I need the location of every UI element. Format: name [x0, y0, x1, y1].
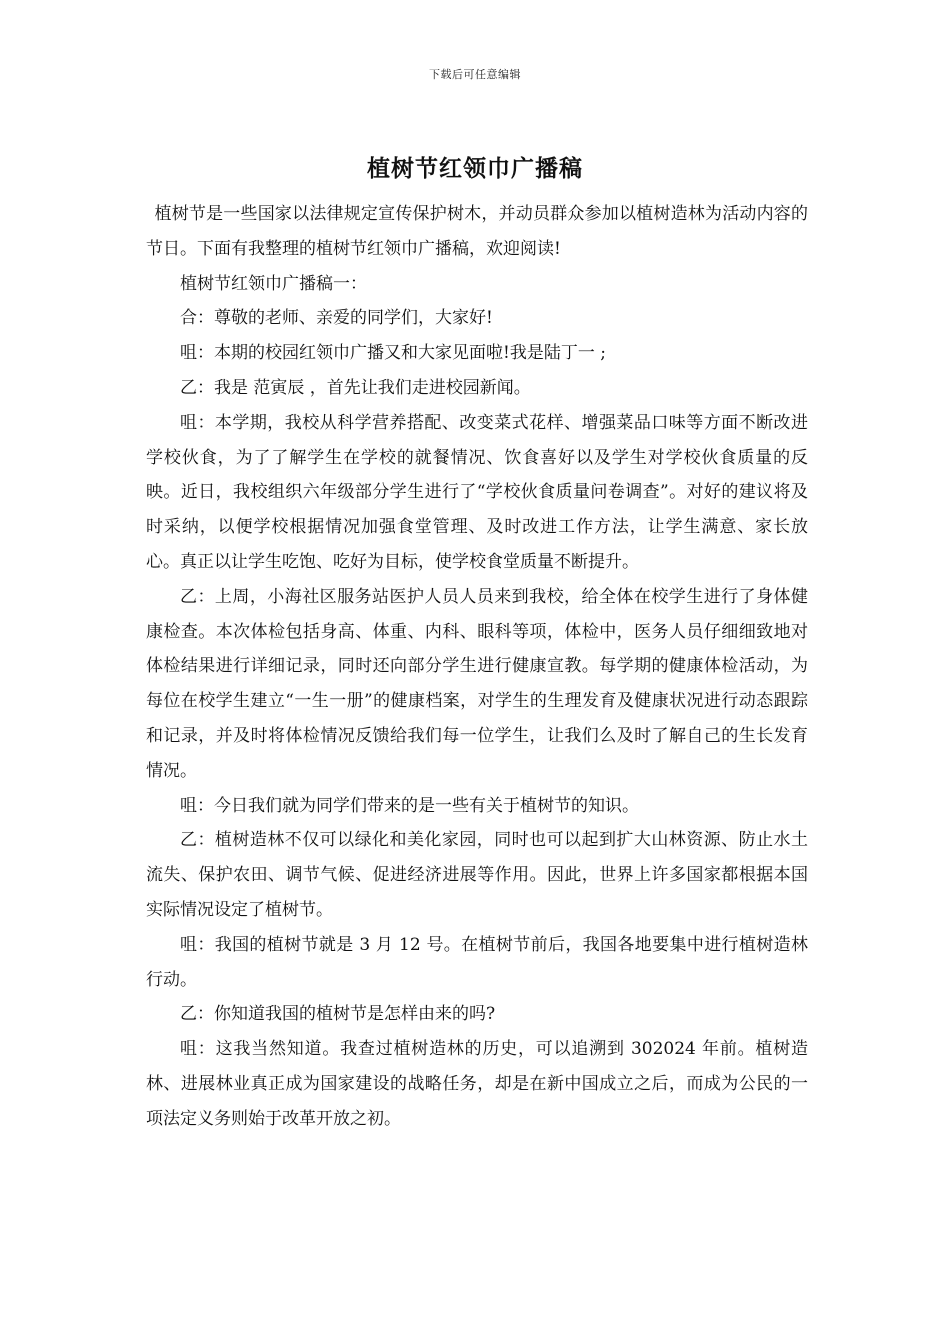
paragraph-arbor-day-intro: 咀：今日我们就为同学们带来的是一些有关于植树节的知识。	[180, 795, 639, 816]
document-body	[146, 197, 808, 1137]
paragraph-tree-planting-benefits: 乙：植树造林不仅可以绿化和美化家园，同时也可以起到扩大山林资源、防止水土流失、保护农田、调节气候、促进经济进展等作用。因此，世界上许多国家都根据本国实际情况设定了植树节。	[146, 830, 808, 920]
download-note: 下载后可任意编辑	[429, 68, 521, 81]
paragraph-intro: 植树节是一些国家以法律规定宣传保护树木，并动员群众参加以植树造林为活动内容的节日。下面有我整理的植树节红领巾广播稿，欢迎阅读!	[146, 204, 808, 259]
paragraph-origin-answer: 咀：这我当然知道。我查过植树造林的历史，可以追溯到 302024 年前。植树造林、进展林业真正成为国家建设的战略任务，却是在新中国成立之后，而成为公民的一项法定义务则始于改革开放之初。	[146, 1039, 808, 1129]
paragraph-greeting: 合：尊敬的老师、亲爱的同学们，大家好!	[180, 308, 493, 329]
paragraph-arbor-day-date: 咀：我国的植树节就是 3 月 12 号。在植树节前后，我国各地要集中进行植树造林行动。	[146, 934, 808, 990]
paragraph-origin-question: 乙：你知道我国的植树节是怎样由来的吗?	[180, 1004, 496, 1025]
paragraph-host-b-intro: 乙：我是 范寅辰 ，首先让我们走进校园新闻。	[180, 377, 531, 398]
paragraph-section-heading: 植树节红领巾广播稿一：	[180, 273, 367, 294]
paragraph-health-check-news: 乙：上周，小海社区服务站医护人员人员来到我校，给全体在校学生进行了身体健康检查。本次体检包括身高、体重、内科、眼科等项，体检中，医务人员仔细细致地对体检结果进行详细记录，同时还向部分学生进行健康宣教。每学期的健康体检活动，为每位在校学生建立“一生一册”的健康档案，对学生的生理发育及健康状况进行动态跟踪和记录，并及时将体检情况反馈给我们每一位学生，让我们么及时了解自己的生长发育情况。	[146, 586, 808, 781]
paragraph-host-a-intro: 咀：本期的校园红领巾广播又和大家见面啦!我是陆丁一 ;	[180, 343, 606, 364]
paragraph-canteen-news: 咀：本学期，我校从科学营养搭配、改变菜式花样、增强菜品口味等方面不断改进学校伙食，为了了解学生在学校的就餐情况、饮食喜好以及学生对学校伙食质量的反映。近日，我校组织六年级部分学生进行了“学校伙食质量问卷调查”。对好的建议将及时采纳，以便学校根据情况加强食堂管理、及时改进工作方法，让学生满意、家长放心。真正以让学生吃饱、吃好为目标，使学校食堂质量不断提升。	[146, 412, 808, 572]
document-title: 植树节红领巾广播稿	[367, 155, 583, 182]
